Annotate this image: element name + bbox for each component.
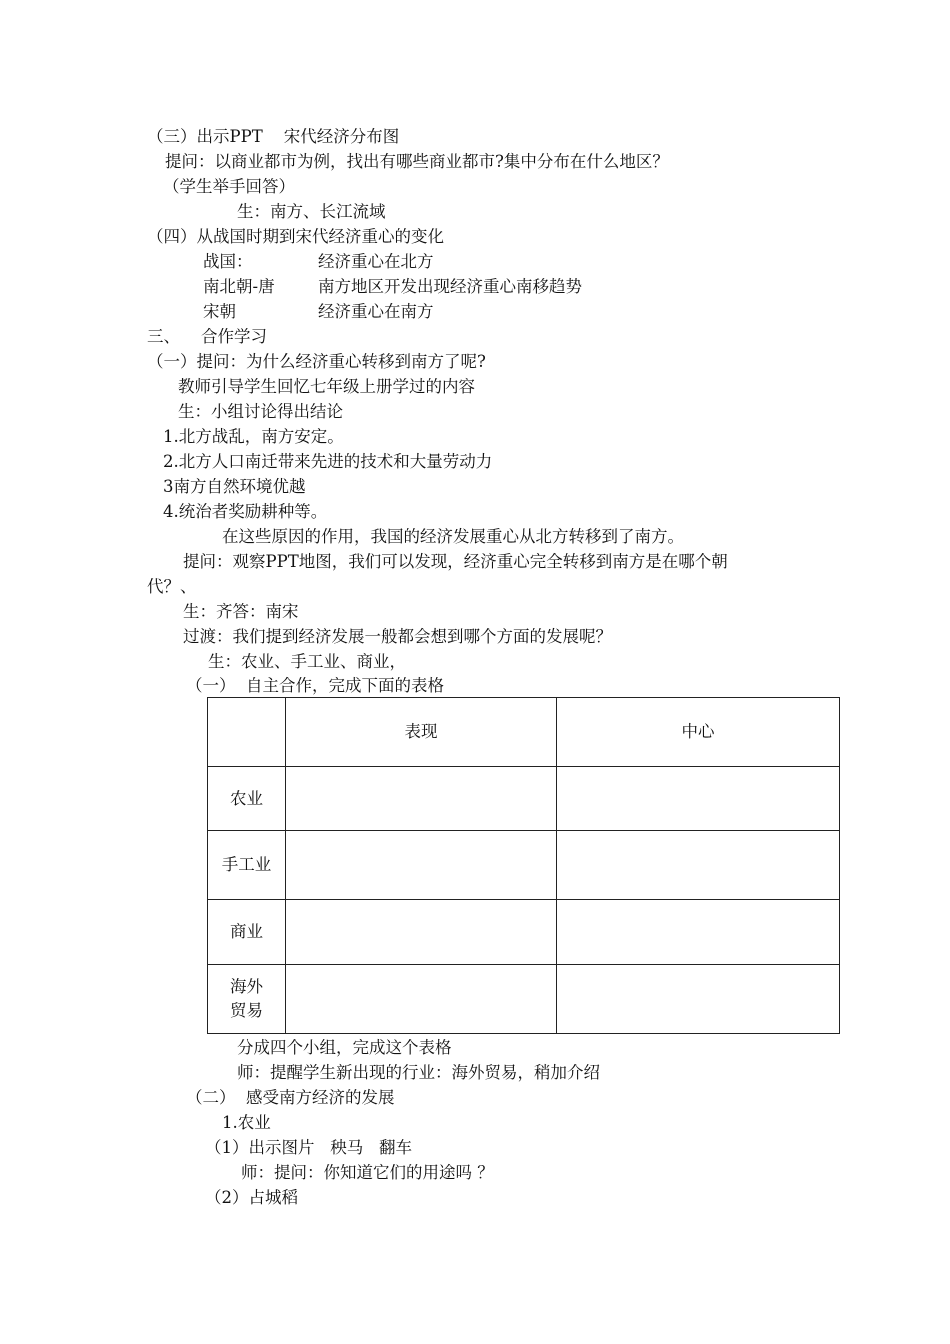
list-item: 4.统治者奖励耕种等。 bbox=[163, 502, 328, 521]
table-cell bbox=[557, 831, 840, 900]
list-item: 3南方自然环境优越 bbox=[163, 477, 306, 496]
body-text: 师：提醒学生新出现的行业：海外贸易，稍加介绍 bbox=[237, 1063, 600, 1082]
body-text: （1）出示图片 秧马 翻车 bbox=[205, 1138, 412, 1157]
table-header-cell: 表现 bbox=[286, 698, 557, 767]
table-row bbox=[208, 965, 840, 1034]
table-cell bbox=[286, 900, 557, 965]
section-heading: （四）从战国时期到宋代经济重心的变化 bbox=[147, 227, 444, 246]
subsection-heading: 1.农业 bbox=[222, 1113, 271, 1132]
row-label: 手工业 bbox=[208, 831, 286, 900]
period-label: 南北朝-唐 bbox=[203, 277, 275, 296]
answer-text: 生：农业、手工业、商业， bbox=[208, 652, 406, 671]
list-item: 2.北方人口南迁带来先进的技术和大量劳动力 bbox=[163, 452, 493, 471]
section-heading: 三、 合作学习 bbox=[147, 327, 267, 346]
table-cell bbox=[557, 965, 840, 1034]
table-cell bbox=[286, 767, 557, 831]
section-heading: （二） 感受南方经济的发展 bbox=[186, 1088, 395, 1107]
question-text: 代？、 bbox=[147, 577, 197, 596]
body-text: 分成四个小组，完成这个表格 bbox=[237, 1038, 452, 1057]
period-label: 宋朝 bbox=[203, 302, 236, 321]
list-item: 1.北方战乱，南方安定。 bbox=[163, 427, 344, 446]
period-description: 南方地区开发出现经济重心南移趋势 bbox=[318, 277, 582, 296]
table-row bbox=[208, 900, 840, 965]
note-text: （学生举手回答） bbox=[163, 177, 295, 196]
table-cell bbox=[286, 831, 557, 900]
body-text: 教师引导学生回忆七年级上册学过的内容 bbox=[178, 377, 475, 396]
answer-text: 生：南方、长江流域 bbox=[237, 202, 386, 221]
body-text: 在这些原因的作用，我国的经济发展重心从北方转移到了南方。 bbox=[222, 527, 684, 546]
period-description: 经济重心在北方 bbox=[318, 252, 434, 271]
row-label: 海外 贸易 bbox=[208, 965, 286, 1034]
table-header-cell bbox=[208, 698, 286, 767]
table-header-cell: 中心 bbox=[557, 698, 840, 767]
answer-text: 生：小组讨论得出结论 bbox=[178, 402, 343, 421]
period-label: 战国： bbox=[203, 252, 253, 271]
table-cell bbox=[557, 767, 840, 831]
section-heading: （一） 自主合作，完成下面的表格 bbox=[186, 676, 444, 695]
table-row bbox=[208, 831, 840, 900]
cooperation-table bbox=[207, 697, 840, 1034]
table-cell bbox=[557, 900, 840, 965]
body-text: （2）占城稻 bbox=[205, 1188, 298, 1207]
table-cell bbox=[286, 965, 557, 1034]
question-text: （一）提问：为什么经济重心转移到南方了呢? bbox=[147, 352, 486, 371]
question-text: 师：提问：你知道它们的用途吗 ？ bbox=[241, 1163, 494, 1182]
period-description: 经济重心在南方 bbox=[318, 302, 434, 321]
table-row bbox=[208, 767, 840, 831]
row-label: 商业 bbox=[208, 900, 286, 965]
answer-text: 生：齐答：南宋 bbox=[183, 602, 299, 621]
row-label: 农业 bbox=[208, 767, 286, 831]
question-text: 提问：观察PPT地图，我们可以发现，经济重心完全转移到南方是在哪个朝 bbox=[183, 552, 728, 571]
transition-text: 过渡：我们提到经济发展一般都会想到哪个方面的发展呢？ bbox=[183, 627, 612, 646]
question-text: 提问：以商业都市为例，找出有哪些商业都市?集中分布在什么地区？ bbox=[165, 152, 669, 171]
table-header-row bbox=[208, 698, 840, 767]
section-heading: （三）出示PPT 宋代经济分布图 bbox=[147, 127, 400, 146]
